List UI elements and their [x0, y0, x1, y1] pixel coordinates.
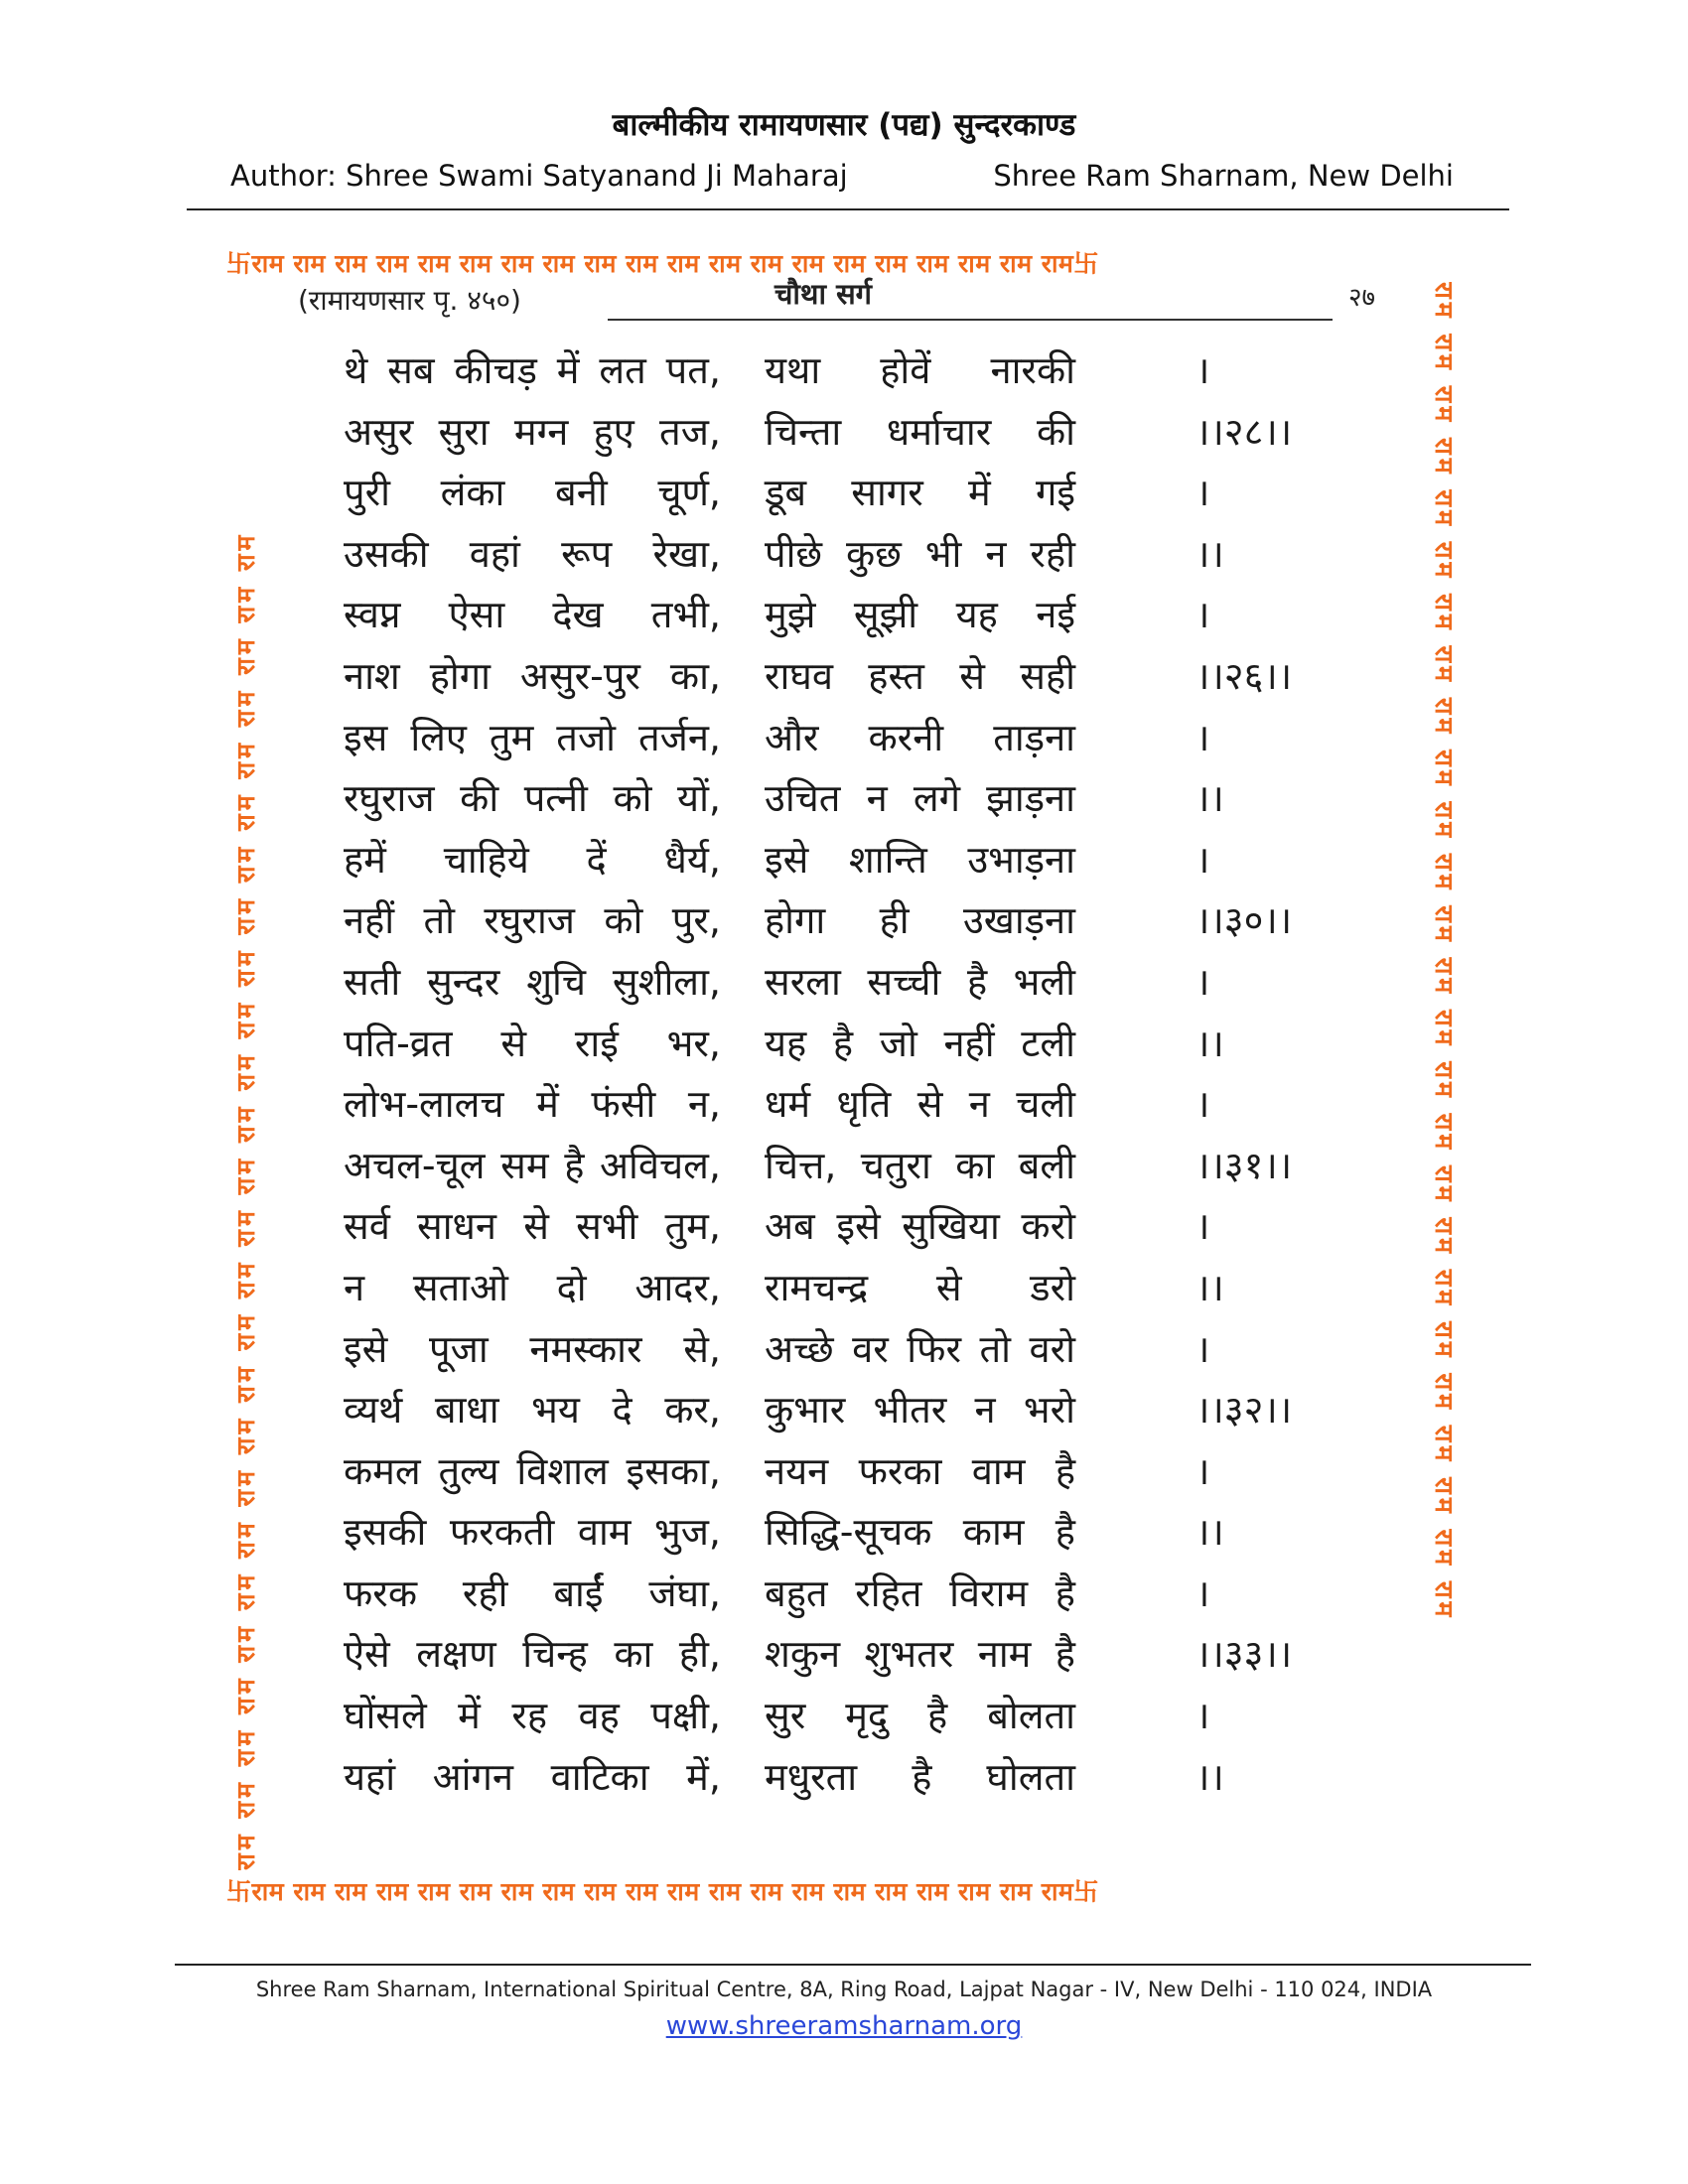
verse-first-half: थे सब कीचड़ में लत पत, [344, 348, 721, 392]
verse-end-mark: ।। [1196, 1754, 1224, 1799]
canto-underline [608, 319, 1333, 321]
verse-end-mark: ।।३२।। [1196, 1388, 1293, 1433]
verse-second-half: नयन फरका वाम है [765, 1448, 1075, 1493]
verse-line [344, 458, 1356, 519]
verse-second-half: उचित न लगे झाड़ना [765, 776, 1075, 821]
verse-line [344, 886, 1356, 947]
publisher-line: Shree Ram Sharnam, New Delhi [993, 159, 1454, 193]
verse-line [344, 1131, 1356, 1192]
verse-first-half: ऐसे लक्षण चिन्ह का ही, [344, 1632, 721, 1677]
verse-end-mark: । [1196, 1448, 1210, 1493]
verse-line [344, 580, 1356, 641]
verse-line [344, 1009, 1356, 1070]
verse-line [344, 336, 1356, 397]
verse-first-half: कमल तुल्य विशाल इसका, [344, 1448, 721, 1493]
verse-line [344, 1314, 1356, 1376]
verse-end-mark: ।। [1196, 776, 1224, 821]
verse-first-half: सर्व साधन से सभी तुम, [344, 1204, 721, 1249]
verse-first-half: नाश होगा असुर-पुर का, [344, 653, 721, 698]
verse-first-half: नहीं तो रघुराज को पुर, [344, 898, 721, 943]
verse-second-half: बहुत रहित विराम है [765, 1570, 1075, 1615]
verse-first-half: हमें चाहिये दें धैर्य, [344, 837, 721, 882]
verse-line [344, 397, 1356, 459]
verse-second-half: धर्म धृति से न चली [765, 1082, 1075, 1127]
verse-list [344, 336, 1356, 1803]
verse-line [344, 763, 1356, 825]
border-top-row: 卐राम राम राम राम राम राम राम राम राम राम राम राम राम राम राम राम राम राम राम राम卐 [226, 249, 1099, 278]
verse-end-mark: । [1196, 837, 1210, 882]
page-number: २७ [1348, 283, 1376, 313]
verse-first-half: घोंसले में रह वह पक्षी, [344, 1694, 721, 1738]
verse-line [344, 1375, 1356, 1436]
verse-first-half: असुर सुरा मग्न हुए तज, [344, 409, 721, 454]
verse-second-half: सिद्धि-सूचक काम है [765, 1510, 1075, 1555]
verse-second-half: कुभार भीतर न भरो [765, 1388, 1075, 1433]
verse-first-half: इसे पूजा नमस्कार से, [344, 1326, 721, 1371]
verse-end-mark: ।। [1196, 1265, 1224, 1309]
verse-end-mark: । [1196, 1204, 1210, 1249]
border-bottom-row: 卐राम राम राम राम राम राम राम राम राम राम राम राम राम राम राम राम राम राम राम राम卐 [226, 1877, 1099, 1906]
verse-line [344, 1253, 1356, 1314]
verse-end-mark: ।।३३।। [1196, 1632, 1293, 1677]
verse-end-mark: । [1196, 348, 1210, 392]
verse-first-half: फरक रही बाईं जंघा, [344, 1570, 721, 1615]
verse-second-half: सरला सच्ची है भली [765, 959, 1075, 1004]
verse-first-half: पति-व्रत से राई भर, [344, 1021, 721, 1065]
verse-end-mark: । [1196, 1694, 1210, 1738]
header-divider [187, 208, 1509, 210]
verse-second-half: चित्त, चतुरा का बली [765, 1143, 1075, 1187]
verse-second-half: मुझे सूझी यह नई [765, 593, 1075, 637]
verse-end-mark: । [1196, 959, 1210, 1004]
verse-line [344, 825, 1356, 887]
verse-second-half: चिन्ता धर्माचार की [765, 409, 1075, 454]
verse-line [344, 1191, 1356, 1253]
verse-end-mark: ।। [1196, 1510, 1224, 1555]
verse-second-half: रामचन्द्र से डरो [765, 1265, 1075, 1309]
verse-second-half: डूब सागर में गई [765, 471, 1075, 515]
verse-line [344, 1559, 1356, 1620]
verse-end-mark: ।। [1196, 1021, 1224, 1065]
verse-line [344, 1619, 1356, 1681]
verse-first-half: लोभ-लालच में फंसी न, [344, 1082, 721, 1127]
verse-second-half: पीछे कुछ भी न रही [765, 531, 1075, 576]
verse-end-mark: ।।२८।। [1196, 409, 1293, 454]
verse-second-half: होगा ही उखाड़ना [765, 898, 1075, 943]
document-title: बाल्मीकीय रामायणसार (पद्य) सुन्दरकाण्ड [612, 107, 1076, 143]
verse-second-half: सुर मृदु है बोलता [765, 1694, 1075, 1738]
footer-divider [175, 1964, 1531, 1966]
verse-second-half: राघव हस्त से सही [765, 653, 1075, 698]
verse-first-half: अचल-चूल सम है अविचल, [344, 1143, 721, 1187]
verse-second-half: मधुरता है घोलता [765, 1754, 1075, 1799]
border-left-column: राम राम राम राम राम राम राम राम राम राम राम राम राम राम राम राम राम राम राम राम राम राम राम राम राम राम [231, 531, 260, 1870]
verse-first-half: पुरी लंका बनी चूर्ण, [344, 471, 721, 515]
verse-line [344, 1497, 1356, 1559]
verse-first-half: स्वप्न ऐसा देख तभी, [344, 593, 721, 637]
verse-end-mark: । [1196, 715, 1210, 759]
canto-title: चौथा सर्ग [774, 277, 872, 311]
border-right-column: राम राम राम राम राम राम राम राम राम राम राम राम राम राम राम राम राम राम राम राम राम राम राम राम राम राम [1430, 282, 1459, 1621]
verse-first-half: उसकी वहां रूप रेखा, [344, 531, 721, 576]
verse-first-half: रघुराज की पत्नी को यों, [344, 776, 721, 821]
ramayan-reference: (रामायणसार पृ. ४५०) [298, 284, 521, 317]
verse-second-half: इसे शान्ति उभाड़ना [765, 837, 1075, 882]
verse-second-half: यथा होवें नारकी [765, 348, 1075, 392]
verse-second-half: यह है जो नहीं टली [765, 1021, 1075, 1065]
verse-line [344, 641, 1356, 703]
verse-end-mark: । [1196, 471, 1210, 515]
verse-first-half: इस लिए तुम तजो तर्जन, [344, 715, 721, 759]
verse-first-half: यहां आंगन वाटिका में, [344, 1754, 721, 1799]
verse-first-half: इसकी फरकती वाम भुज, [344, 1510, 721, 1555]
verse-end-mark: । [1196, 1570, 1210, 1615]
verse-first-half: सती सुन्दर शुचि सुशीला, [344, 959, 721, 1004]
verse-line [344, 1069, 1356, 1131]
verse-second-half: अब इसे सुखिया करो [765, 1204, 1075, 1249]
verse-first-half: व्यर्थ बाधा भय दे कर, [344, 1388, 721, 1433]
verse-line [344, 947, 1356, 1009]
verse-second-half: अच्छे वर फिर तो वरो [765, 1326, 1075, 1371]
verse-end-mark: । [1196, 593, 1210, 637]
verse-end-mark: ।।२६।। [1196, 653, 1293, 698]
verse-first-half: न सताओ दो आदर, [344, 1265, 721, 1309]
website-link[interactable]: www.shreeramsharnam.org [665, 2011, 1023, 2041]
verse-end-mark: । [1196, 1082, 1210, 1127]
verse-line [344, 703, 1356, 764]
verse-line [344, 1681, 1356, 1742]
verse-second-half: और करनी ताड़ना [765, 715, 1075, 759]
verse-line [344, 1436, 1356, 1498]
verse-end-mark: । [1196, 1326, 1210, 1371]
verse-end-mark: ।।३०।। [1196, 898, 1293, 943]
author-line: Author: Shree Swami Satyanand Ji Maharaj [230, 159, 848, 193]
verse-second-half: शकुन शुभतर नाम है [765, 1632, 1075, 1677]
verse-end-mark: ।। [1196, 531, 1224, 576]
verse-end-mark: ।।३१।। [1196, 1143, 1293, 1187]
footer-address: Shree Ram Sharnam, International Spiritual Centre, 8A, Ring Road, Lajpat Nagar - IV, New Delhi - 110 024, INDIA [255, 1978, 1433, 2001]
verse-line [344, 519, 1356, 581]
verse-line [344, 1742, 1356, 1804]
